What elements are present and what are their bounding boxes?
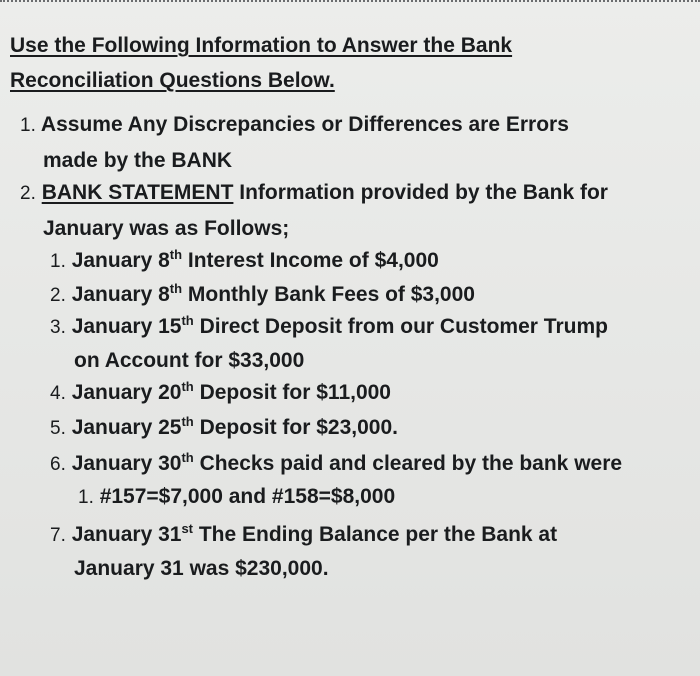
bank-statement-label: BANK STATEMENT [41, 181, 234, 204]
heading-line-1: Use the Following Information to Answer the Bank [10, 34, 513, 57]
sub-item-3: 3. January 15th Direct Deposit from our Customer Trump [50, 313, 608, 338]
item-1-continued [43, 144, 232, 178]
item-text: made by the BANK [43, 149, 233, 172]
sub-item-7-continued: January 31 was $230,000. [74, 557, 329, 580]
item-1 [20, 108, 569, 143]
item-number: 1. [20, 115, 36, 136]
item-text: Information provided by the Bank for [233, 181, 608, 204]
sub-item-1: 1. January 8th Interest Income of $4,000 [50, 247, 439, 272]
sub-item-6: 6. January 30th Checks paid and cleared by the bank were [50, 450, 623, 475]
sub-item-7: 7. January 31st The Ending Balance per the Bank at [50, 521, 558, 546]
item-number: 2. [20, 183, 36, 204]
item-text: Assume Any Discrepancies or Differences are Errors [40, 113, 569, 136]
heading-line-2: Reconciliation Questions Below. [10, 69, 335, 92]
sub-item-3-continued: on Account for $33,000 [74, 349, 305, 372]
item-text: January was as Follows; [43, 217, 290, 240]
top-border [0, 0, 700, 5]
sub-item-2: 2. January 8th Monthly Bank Fees of $3,000 [50, 281, 475, 306]
heading [10, 28, 610, 98]
sub-item-5: 5. January 25th Deposit for $23,000. [50, 414, 398, 439]
item-2-continued [43, 212, 289, 246]
sub-item-4: 4. January 20th Deposit for $11,000 [50, 379, 391, 404]
sub-sub-item-1: 1. #157=$7,000 and #158=$8,000 [78, 485, 396, 508]
item-2 [20, 176, 608, 211]
